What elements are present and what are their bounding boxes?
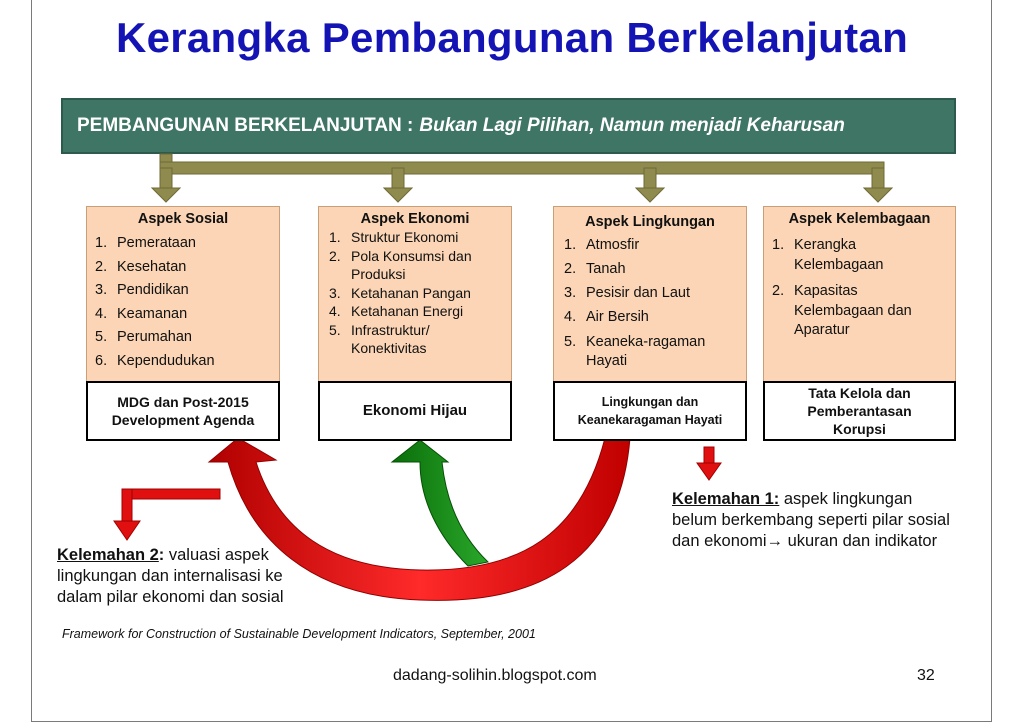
banner-lead: PEMBANGUNAN BERKELANJUTAN :	[77, 115, 414, 136]
aspect-title: Aspek Lingkungan	[585, 214, 715, 230]
list-item: 3. Pesisir dan Laut	[564, 285, 690, 301]
outcome-tata-kelola: Tata Kelola dan Pemberantasan Korupsi	[763, 381, 956, 441]
note-kelemahan-1	[672, 489, 957, 552]
green-curved-arrow	[392, 440, 488, 566]
down-arrow-heads	[152, 188, 892, 202]
aspect-title: Aspek Kelembagaan	[788, 211, 931, 227]
note-label: Kelemahan 2	[57, 546, 159, 564]
aspect-sosial	[86, 206, 280, 383]
page-number: 32	[917, 667, 935, 684]
list-item: 2. Pola Konsumsi dan Produksi	[329, 247, 472, 282]
note-text: valuasi aspek lingkungan dan internalisasi ke dalam pilar ekonomi dan sosial	[57, 546, 284, 606]
list-item: 5. Perumahan	[95, 329, 192, 345]
source-citation: Framework for Construction of Sustainable Development Indicators, September, 2001	[62, 627, 536, 641]
aspect-ekonomi	[318, 206, 512, 383]
red-down-arrow	[697, 447, 721, 480]
aspect-kelembagaan	[763, 206, 956, 383]
list-item: 1. Pemerataan	[95, 235, 196, 251]
list-item: 2. Kesehatan	[95, 258, 187, 275]
list-item: 4. Air Bersih	[564, 309, 649, 325]
list-item: 1. Kerangka Kelembagaan	[772, 237, 884, 273]
outcome-ekonomi-hijau: Ekonomi Hijau	[318, 381, 512, 441]
list-item: 5. Infrastruktur/ Konektivitas	[329, 321, 430, 356]
outcome-mdg: MDG dan Post-2015 Development Agenda	[86, 381, 280, 441]
red-elbow-arrow	[114, 489, 220, 540]
list-item: 2. Tanah	[564, 261, 626, 277]
list-item: 2. Kapasitas Kelembagaan dan Aparatur	[772, 283, 912, 338]
note-colon: :	[158, 546, 165, 564]
list-item: 3. Pendidikan	[95, 282, 189, 298]
note-label: Kelemahan 1:	[672, 490, 780, 508]
list-item: 5. Keaneka-ragaman Hayati	[564, 334, 706, 369]
note-kelemahan-2	[57, 545, 317, 608]
connector-lines	[160, 154, 884, 190]
aspect-lingkungan	[553, 206, 747, 383]
note-text: aspek lingkungan belum berkembang seperti pilar sosial dan ekonomi→ ukuran dan indikator	[672, 490, 950, 550]
aspect-title: Aspek Ekonomi	[360, 211, 470, 227]
outcome-lingkungan: Lingkungan dan Keanekaragaman Hayati	[553, 381, 747, 441]
list-item: 6. Kependudukan	[95, 352, 215, 369]
footer-url: dadang-solihin.blogspot.com	[393, 667, 597, 684]
list-item: 1. Atmosfir	[564, 237, 640, 253]
list-item: 4. Keamanan	[95, 305, 188, 322]
slide-title: Kerangka Pembangunan Berkelanjutan	[115, 14, 909, 61]
banner-emphasis: Bukan Lagi Pilihan, Namun menjadi Keharusan	[419, 115, 845, 136]
aspect-title: Aspek Sosial	[137, 211, 229, 227]
list-item: 4. Ketahanan Energi	[329, 303, 464, 319]
list-item: 1. Struktur Ekonomi	[329, 229, 459, 245]
list-item: 3. Ketahanan Pangan	[329, 284, 471, 301]
